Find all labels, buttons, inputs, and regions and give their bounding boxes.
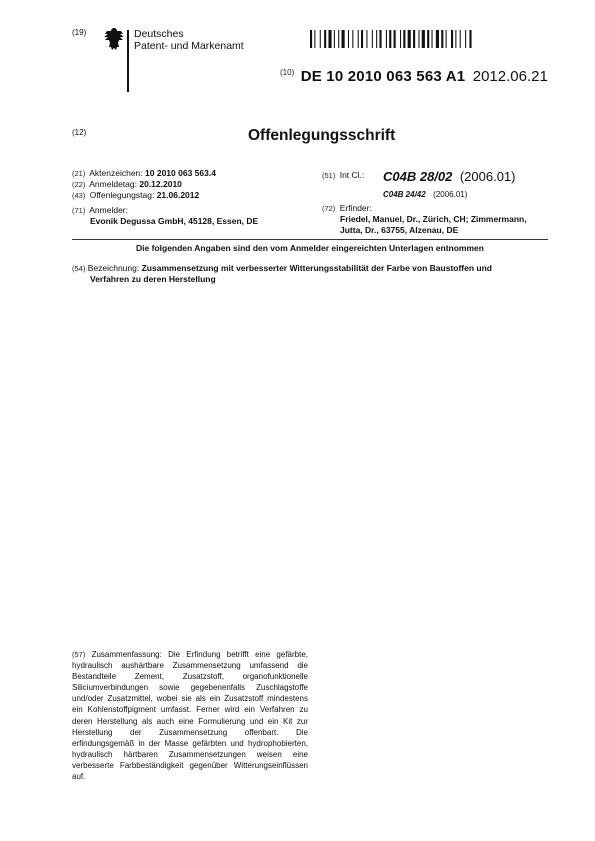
barcode-bar bbox=[441, 30, 443, 48]
abstract-label: Zusammenfassung: bbox=[91, 650, 162, 659]
field-label: Anmeldetag: bbox=[89, 179, 137, 189]
barcode-bar bbox=[366, 30, 367, 48]
field-code: (22) bbox=[72, 180, 86, 189]
barcode-bar bbox=[446, 30, 447, 48]
field-code: (21) bbox=[72, 169, 86, 178]
title-label: Bezeichnung: bbox=[87, 263, 140, 273]
barcode-bar bbox=[361, 30, 363, 48]
barcode-bar bbox=[400, 30, 401, 48]
ipc-main-year: (2006.01) bbox=[459, 169, 516, 184]
invention-title bbox=[72, 263, 542, 285]
field-code: (72) bbox=[322, 204, 336, 213]
ipc-main-class: C04B 28/02 bbox=[383, 169, 453, 184]
doc-type-code: (12) bbox=[72, 128, 87, 137]
field-value: Evonik Degussa GmbH, 45128, Essen, DE bbox=[90, 216, 259, 226]
barcode-bar bbox=[342, 30, 345, 48]
barcode-bar bbox=[436, 30, 439, 48]
applicant-notice: Die folgenden Angaben sind den vom Anmelder eingereichten Unterlagen entnommen bbox=[136, 243, 484, 253]
barcode-bar bbox=[310, 30, 312, 48]
ipc-second-class: C04B 24/42 bbox=[383, 190, 426, 199]
field-label: Int Cl.: bbox=[339, 170, 365, 180]
title-line2: Verfahren zu deren Herstellung bbox=[90, 274, 216, 284]
barcode-bar bbox=[372, 30, 373, 48]
abstract bbox=[72, 649, 308, 782]
barcode-bar bbox=[358, 30, 359, 48]
barcode-bar bbox=[338, 30, 339, 48]
barcode-bar bbox=[451, 30, 453, 48]
barcode-bar bbox=[352, 30, 353, 48]
publication-number: DE 10 2010 063 563 A1 bbox=[300, 68, 466, 85]
abstract-code: (57) bbox=[72, 650, 86, 659]
barcode-bar bbox=[413, 30, 415, 48]
barcode-bar bbox=[334, 30, 335, 48]
header-rule bbox=[127, 30, 129, 92]
publication-date: 2012.06.21 bbox=[472, 68, 548, 85]
barcode-bar bbox=[418, 30, 419, 48]
ipc-second-line bbox=[383, 184, 467, 202]
field-code: (43) bbox=[72, 191, 86, 200]
barcode-bar bbox=[432, 30, 433, 48]
field-anmelder bbox=[72, 205, 258, 227]
field-label: Erfinder: bbox=[339, 203, 372, 213]
office-code: (19) bbox=[72, 28, 87, 37]
barcode-bar bbox=[389, 30, 391, 48]
barcode-bar bbox=[394, 30, 396, 48]
barcode-bar bbox=[422, 30, 425, 48]
field-value: 21.06.2012 bbox=[156, 190, 200, 200]
field-code: (71) bbox=[72, 206, 86, 215]
pub-code: (10) bbox=[280, 68, 295, 77]
field-value: 10 2010 063 563.4 bbox=[145, 168, 216, 178]
barcode bbox=[310, 30, 550, 48]
title-code: (54) bbox=[72, 264, 86, 273]
publication-line bbox=[280, 68, 548, 86]
barcode-bar bbox=[379, 30, 381, 48]
federal-eagle-logo bbox=[103, 26, 125, 52]
inventors-line1: Friedel, Manuel, Dr., Zürich, CH; Zimmermann, bbox=[340, 214, 527, 224]
barcode-bar bbox=[314, 30, 315, 48]
office-name bbox=[134, 28, 244, 52]
barcode-bar bbox=[427, 30, 429, 48]
field-offenlegungstag bbox=[72, 190, 199, 201]
field-erfinder bbox=[322, 203, 527, 236]
field-anmeldetag bbox=[72, 179, 182, 190]
field-value: 20.12.2010 bbox=[139, 179, 182, 189]
office-name-line2: Patent- und Markenamt bbox=[134, 40, 244, 52]
barcode-bar bbox=[328, 30, 331, 48]
ipc-second-year: (2006.01) bbox=[433, 190, 468, 199]
field-code: (51) bbox=[322, 171, 336, 180]
field-label: Anmelder: bbox=[89, 205, 128, 215]
barcode-bar bbox=[320, 30, 321, 48]
barcode-bar bbox=[348, 30, 349, 48]
barcode-bar bbox=[465, 30, 466, 48]
field-intcl bbox=[322, 170, 364, 181]
office-name-line1: Deutsches bbox=[134, 28, 184, 40]
barcode-bar bbox=[460, 30, 461, 48]
barcode-bar bbox=[376, 30, 377, 48]
barcode-bar bbox=[408, 30, 411, 48]
field-aktenzeichen bbox=[72, 168, 216, 179]
barcode-bar bbox=[386, 30, 387, 48]
section-divider bbox=[72, 239, 548, 240]
field-label: Aktenzeichen: bbox=[89, 168, 143, 178]
barcode-bar bbox=[455, 30, 456, 48]
title-line1: Zusammensetzung mit verbesserter Witterungsstabilität der Farbe von Baustoffen und bbox=[141, 263, 492, 273]
abstract-text: Die Erfindung betrifft eine gefärbte, hydraulisch aushärtbare Zusammensetzung umfassend die Bestandteile Zement, Zusatzstoff, organofunktionelle Siliciumverbindungen sowie gegebenenfalls Zuschlagstoffe und/oder Zusatzmittel, wobei sie als ein Zusatzstoff mindestens ein Kohlenstoffpigment umfasst. Ferner wird ein Verfahren zu deren Herstellung als auch eine Formulierung und ein Kit zur Herstellung der Zusammensetzung offenbart. Die erfindungsgemäß in der Masse gefärbten und hydrophobierten, hydraulisch härtbaren Zusammensetzungen weisen eine verbesserte Farbbeständigkeit gegenüber Witterungseinflüssen auf. bbox=[72, 650, 308, 782]
barcode-bar bbox=[469, 30, 471, 48]
field-label: Offenlegungstag: bbox=[89, 190, 155, 200]
document-type: Offenlegungsschrift bbox=[248, 127, 396, 144]
inventors-line2: Jutta, Dr., 63755, Alzenau, DE bbox=[340, 225, 459, 235]
barcode-bar bbox=[403, 30, 405, 48]
barcode-bar bbox=[324, 30, 326, 48]
